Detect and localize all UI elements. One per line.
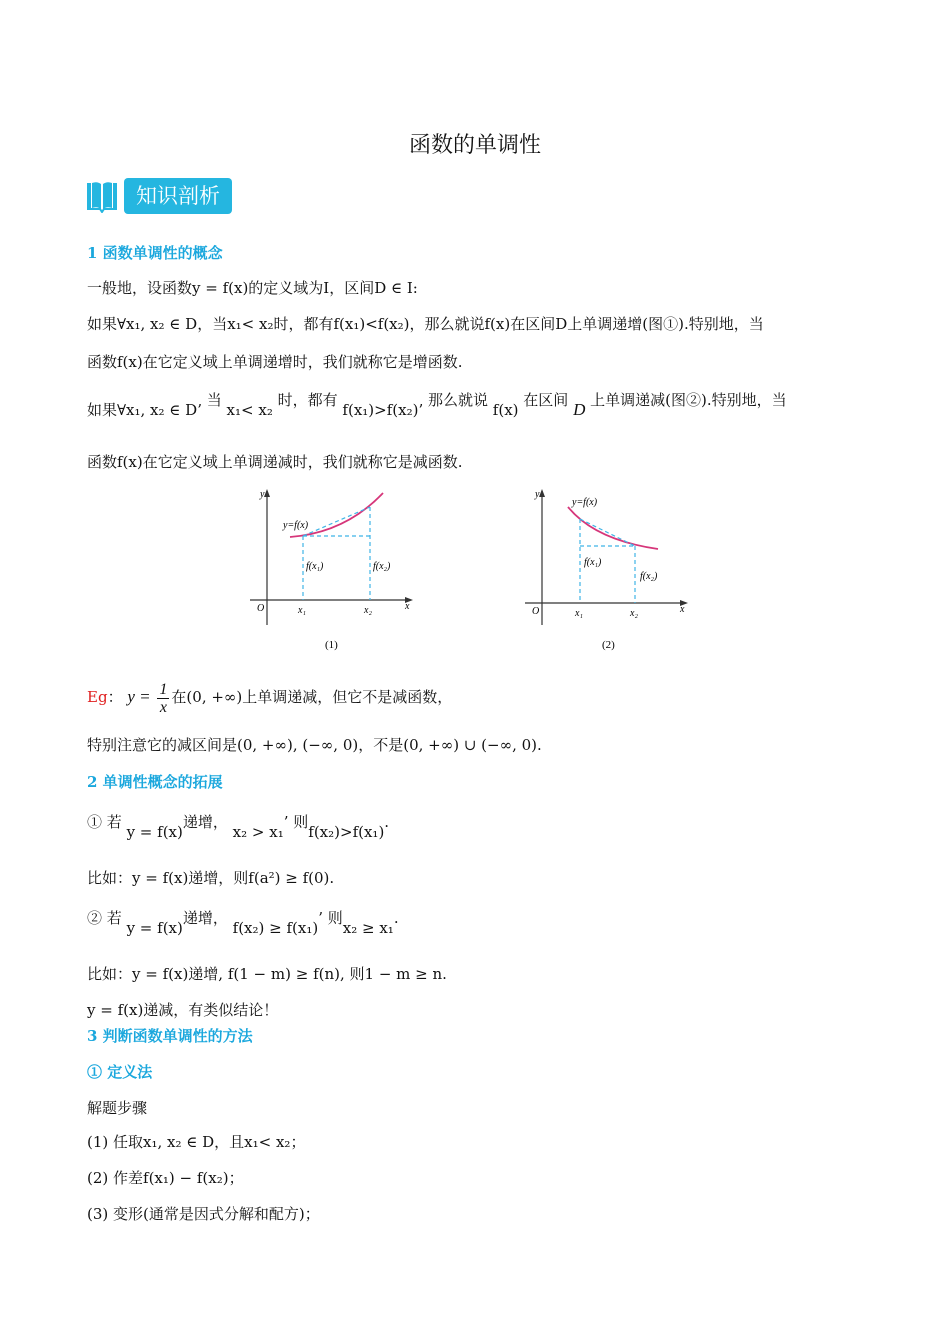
example-note: 特别注意它的减区间是(0, +∞), (−∞, 0)，不是(0, +∞) ∪ (−∞, 0). [87,736,542,754]
origin-label: O [257,603,265,614]
item2-f: x₂ ≥ x₁ [342,919,394,937]
item2-g: . [393,909,399,927]
extension-example-2: 比如：y = f(x)递增, f(1 − m) ≥ f(n), 则1 − m ≥ n. [87,965,447,983]
item2-e: ’ 则 [318,909,343,927]
eg-label: Eg [87,688,108,706]
paragraph-definition-intro: 一般地，设函数y = f(x)的定义域为I，区间D ∈ I: [87,279,418,297]
eg-numerator: 1 [159,680,168,698]
curve-label: y=f(x) [572,497,598,508]
page-title: 函数的单调性 [408,133,541,158]
x-label: x [680,604,685,615]
paragraph-increasing-def: 如果∀x₁, x₂ ∈ D，当x₁< x₂时，都有f(x₁)<f(x₂)，那么就说f(x)在区间D上单调递增(图①).特别地，当 [87,315,764,333]
eg-fraction [157,681,169,716]
paragraph-increasing-function: 函数f(x)在它定义域上单调递增时，我们就称它是增函数. [87,353,463,371]
extension-example-1: 比如：y = f(x)递增，则f(a²) ≥ f(0). [87,869,335,887]
paragraph-decreasing-function: 函数f(x)在它定义域上单调递减时，我们就称它是减函数. [87,453,463,471]
decr-part-h: 在区间 [523,391,569,409]
section-heading-2: 2 单调性概念的拓展 [87,773,223,791]
y-axis-arrow [539,489,545,497]
item2-d: f(x₂) ≥ f(x₁) [232,919,319,937]
decr-part-d: 时，都有 [277,391,338,409]
y-label: y [260,489,265,500]
step-1: (1) 任取x₁, x₂ ∈ D，且x₁< x₂； [87,1133,306,1151]
fx2-label: f(x₂) [640,571,658,582]
y-axis-arrow [264,489,270,497]
eg-rest: 在(0, +∞)上单调递减，但它不是减函数， [171,688,453,706]
figure-caption: (1) [325,639,338,651]
item1-a: ① 若 [87,813,122,831]
item2-c: 递增， [182,909,228,927]
secant-line [580,519,635,546]
open-book-icon [86,179,118,213]
x2-tick-label: x₂ [364,605,372,616]
decr-part-a: 如果∀x₁, x₂ ∈ D’ [87,401,202,419]
y-label: y [535,489,540,500]
method-heading: ① 定义法 [87,1063,153,1081]
section-banner [86,178,232,214]
item2-a: ② 若 [87,909,122,927]
item1-g: . [384,813,390,831]
paragraph-decreasing-def [87,388,787,422]
item1-f: f(x₂)>f(x₁) [308,823,385,841]
figure-increasing [245,485,425,655]
eg-colon: ： [107,688,123,706]
origin-label: O [532,606,540,617]
x2-tick-label: x₂ [630,608,638,619]
step-3: (3) 变形(通常是因式分解和配方)； [87,1205,320,1223]
extension-item-1 [87,810,389,844]
example-line [87,680,452,716]
item1-c: 递增， [182,813,228,831]
x-label: x [405,601,410,612]
steps-title: 解题步骤 [87,1099,148,1117]
fx1-label: f(x₁) [306,561,324,572]
item1-e: ’ 则 [283,813,309,831]
decr-part-e: f(x₁)>f(x₂)’ [342,401,424,419]
decr-part-j: 上单调递减(图②).特别地，当 [590,391,787,409]
eg-denominator: x [159,698,167,716]
decr-part-b: 当 [206,391,222,409]
secant-line [303,507,370,536]
extension-item-2 [87,906,399,940]
fx1-label: f(x₁) [584,557,602,568]
banner-label: 知识剖析 [124,178,232,214]
figure-decreasing [520,485,700,655]
curve-label: y=f(x) [283,520,309,531]
decr-part-f: 那么就说 [428,391,489,409]
extension-note: y = f(x)递减，有类似结论！ [87,1001,279,1019]
eg-y-equals: y = [127,687,151,706]
item1-b: y = f(x) [126,823,183,841]
fx2-label: f(x₂) [373,561,391,572]
item2-b: y = f(x) [126,919,183,937]
decr-part-i: D [573,400,586,419]
decreasing-curve [568,507,658,549]
decr-part-c: x₁< x₂ [226,401,273,419]
x1-tick-label: x₁ [575,608,583,619]
section-heading-3: 3 判断函数单调性的方法 [87,1027,253,1045]
figure-caption: (2) [602,639,615,651]
decr-part-g: f(x) [492,401,519,419]
section-heading-1: 1 函数单调性的概念 [87,244,223,262]
x1-tick-label: x₁ [298,605,306,616]
item1-d: x₂ > x₁ [232,823,284,841]
step-2: (2) 作差f(x₁) − f(x₂)； [87,1169,244,1187]
